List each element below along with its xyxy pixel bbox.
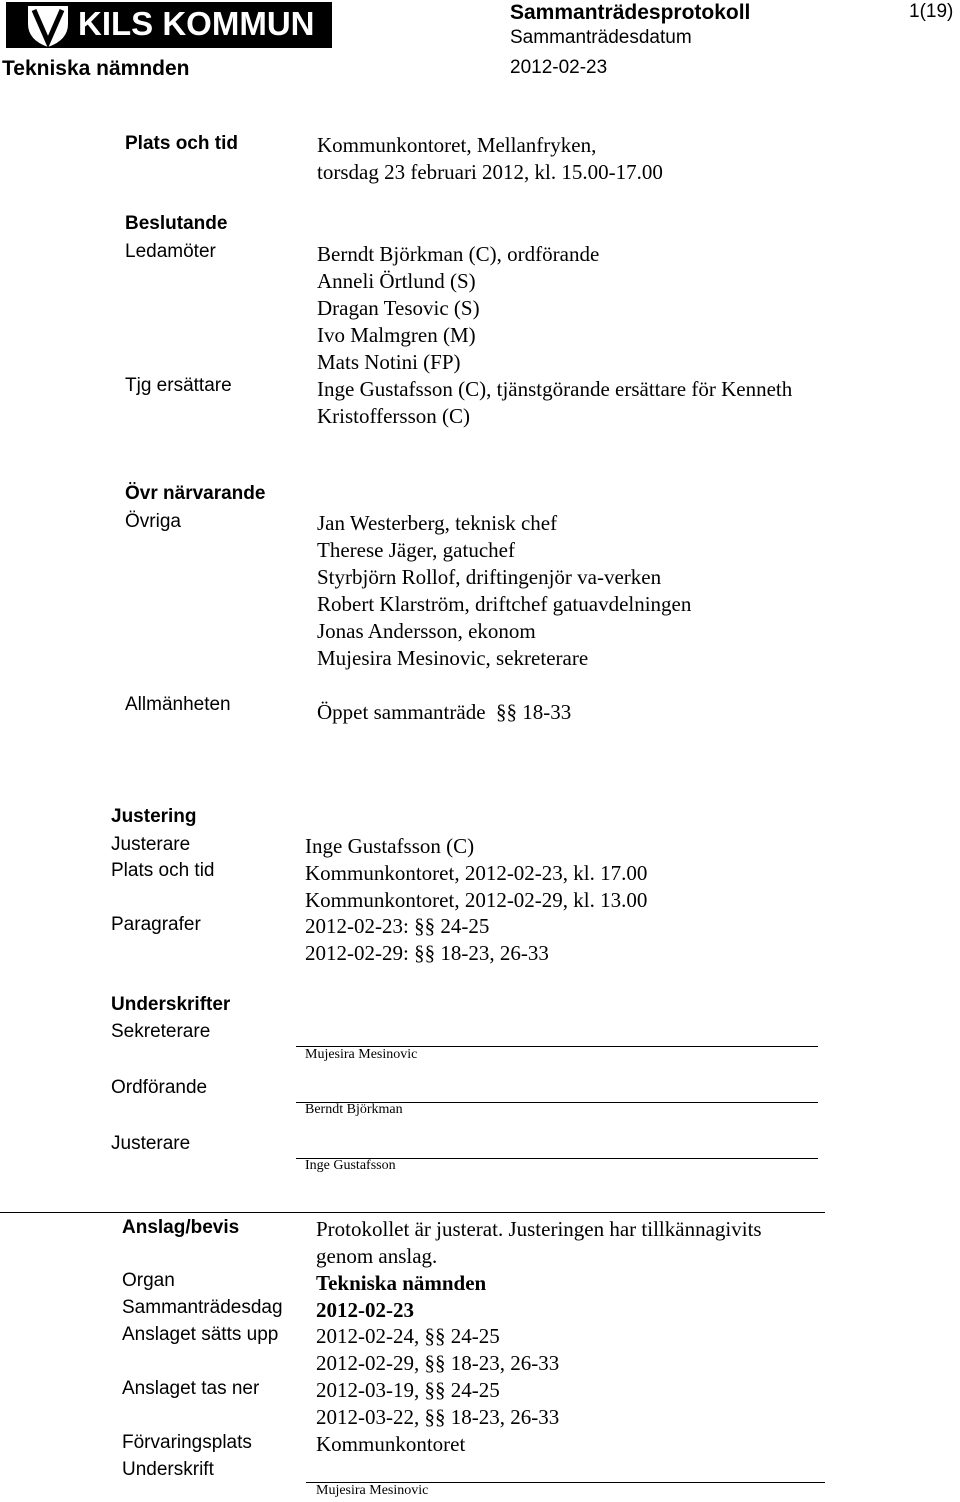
notice-statement: Protokollet är justerat. Justeringen har tillkännagivits <box>316 1217 762 1241</box>
attendee-item: Robert Klarström, driftchef gatuavdelningen <box>317 592 692 616</box>
adjustment-place-line: Kommunkontoret, 2012-02-29, kl. 13.00 <box>305 888 648 912</box>
paragraph-sign-icon: §§ <box>419 1378 451 1402</box>
paragraph-sign-icon: §§ <box>419 1324 451 1348</box>
removed-line <box>316 1405 559 1430</box>
removed-date: 2012-03-19, <box>316 1378 420 1402</box>
paragraph-sign-icon: §§ <box>490 700 523 724</box>
substitute-label: Tjg ersättare <box>125 375 232 396</box>
member-item: Anneli Örtlund (S) <box>317 269 476 293</box>
posted-line <box>316 1351 559 1376</box>
meeting-date: 2012-02-23 <box>510 57 608 78</box>
removed-label: Anslaget tas ner <box>122 1378 260 1399</box>
committee-name: Tekniska nämnden <box>2 57 190 80</box>
attendee-item: Therese Jäger, gatuchef <box>317 538 515 562</box>
member-item: Mats Notini (FP) <box>317 350 461 374</box>
public-label: Allmänheten <box>125 694 231 715</box>
member-item: Berndt Björkman (C), ordförande <box>317 242 600 266</box>
paragraph-date: 2012-02-29: <box>305 941 409 965</box>
adjuster-value: Inge Gustafsson (C) <box>305 834 475 858</box>
members-label: Ledamöter <box>125 241 216 262</box>
adjuster-label: Justerare <box>111 834 191 855</box>
public-paragraphs: 18-33 <box>522 700 572 724</box>
paragraph-sign-icon: §§ <box>419 1405 451 1429</box>
others-label: Övriga <box>125 511 181 532</box>
signature-name: Berndt Björkman <box>305 1102 403 1117</box>
date-label: Sammanträdesdatum <box>510 27 692 48</box>
removed-date: 2012-03-22, <box>316 1405 420 1429</box>
paragraph-line <box>305 914 489 939</box>
posted-paragraphs: 18-23, 26-33 <box>450 1351 560 1375</box>
signature-name: Mujesira Mesinovic <box>305 1047 418 1062</box>
posted-date: 2012-02-29, <box>316 1351 420 1375</box>
paragraph-numbers: 18-23, 26-33 <box>440 941 549 965</box>
place-label: Plats och tid <box>125 133 238 154</box>
signatures-section-label: Underskrifter <box>111 994 231 1015</box>
attendee-item: Mujesira Mesinovic, sekreterare <box>317 646 589 670</box>
member-item: Ivo Malmgren (M) <box>317 323 476 347</box>
member-item: Dragan Tesovic (S) <box>317 296 480 320</box>
meeting-day-value: 2012-02-23 <box>316 1298 414 1322</box>
notice-signature-label: Underskrift <box>122 1459 214 1480</box>
adjustment-place-line: Kommunkontoret, 2012-02-23, kl. 17.00 <box>305 861 648 885</box>
posted-paragraphs: 24-25 <box>450 1324 500 1348</box>
paragraph-numbers: 24-25 <box>440 914 490 938</box>
place-line: Kommunkontoret, Mellanfryken, <box>317 133 597 157</box>
posted-line <box>316 1324 500 1349</box>
public-value-text: Öppet sammanträde <box>317 700 486 724</box>
logo-text: KILS KOMMUN <box>78 5 315 42</box>
paragraphs-label: Paragrafer <box>111 914 201 935</box>
signature-role-label: Justerare <box>111 1133 191 1154</box>
attendee-item: Styrbjörn Rollof, driftingenjör va-verken <box>317 565 662 589</box>
attendee-item: Jan Westerberg, teknisk chef <box>317 511 558 535</box>
kils-kommun-logo <box>6 2 332 48</box>
paragraph-sign-icon: §§ <box>408 941 441 965</box>
public-value <box>317 700 571 725</box>
notice-signature-name: Mujesira Mesinovic <box>316 1483 429 1498</box>
signature-name: Inge Gustafsson <box>305 1158 396 1173</box>
removed-paragraphs: 18-23, 26-33 <box>450 1405 560 1429</box>
storage-label: Förvaringsplats <box>122 1432 252 1453</box>
member-item: Inge Gustafsson (C), tjänstgörande ersättare för Kenneth <box>317 377 793 401</box>
place-line: torsdag 23 februari 2012, kl. 15.00-17.00 <box>317 160 663 184</box>
organ-value: Tekniska nämnden <box>316 1271 487 1295</box>
paragraph-sign-icon: §§ <box>419 1351 451 1375</box>
meeting-day-label: Sammanträdesdag <box>122 1297 283 1318</box>
organ-label: Organ <box>122 1270 175 1291</box>
paragraph-sign-icon: §§ <box>408 914 441 938</box>
storage-value: Kommunkontoret <box>316 1432 466 1456</box>
page-number: 1(19) <box>909 1 954 22</box>
notice-section-label: Anslag/bevis <box>122 1217 240 1238</box>
deciding-label: Beslutande <box>125 213 228 234</box>
member-item: Kristoffersson (C) <box>317 404 471 428</box>
document-title: Sammanträdesprotokoll <box>510 1 751 24</box>
removed-paragraphs: 24-25 <box>450 1378 500 1402</box>
paragraph-date: 2012-02-23: <box>305 914 409 938</box>
adjustment-place-label: Plats och tid <box>111 860 215 881</box>
posted-label: Anslaget sätts upp <box>122 1324 279 1345</box>
others-section-label: Övr närvarande <box>125 483 266 504</box>
paragraph-line <box>305 941 549 966</box>
removed-line <box>316 1378 500 1403</box>
notice-statement: genom anslag. <box>316 1244 438 1268</box>
signature-role-label: Sekreterare <box>111 1021 211 1042</box>
section-divider <box>0 1212 825 1213</box>
coat-of-arms-icon <box>24 4 72 48</box>
posted-date: 2012-02-24, <box>316 1324 420 1348</box>
attendee-item: Jonas Andersson, ekonom <box>317 619 536 643</box>
adjustment-section-label: Justering <box>111 806 197 827</box>
signature-role-label: Ordförande <box>111 1077 208 1098</box>
